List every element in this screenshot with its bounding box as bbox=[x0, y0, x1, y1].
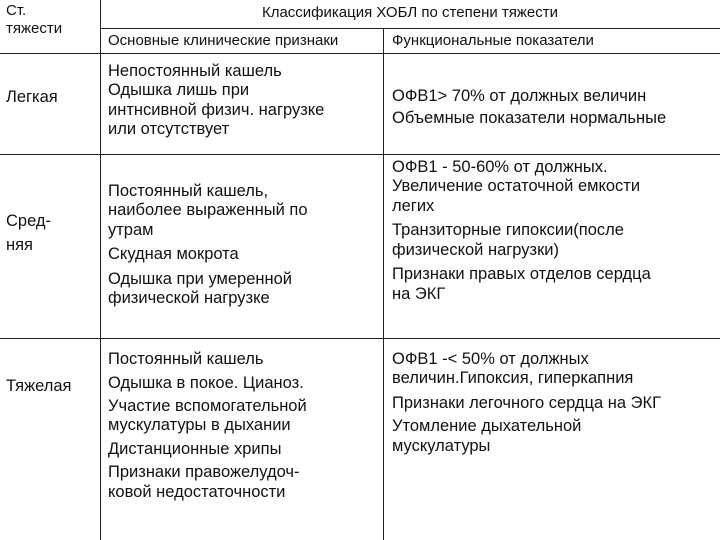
row-divider-1 bbox=[0, 154, 720, 155]
col-divider-1 bbox=[100, 0, 101, 540]
row-mild-functional: ОФВ1> 70% от должных величин Объемные показатели нормальные bbox=[392, 87, 667, 128]
functional-header: Функциональные показатели bbox=[392, 32, 594, 49]
row-moderate-clinical: Постоянный кашель, наиболее выраженный по утрам Скудная мокрота Одышка при умеренной физической нагрузке bbox=[108, 182, 308, 308]
subheader-divider bbox=[100, 28, 720, 29]
clinical-header: Основные клинические признаки bbox=[108, 32, 339, 49]
row-severe-severity: Тяжелая bbox=[6, 377, 72, 395]
row-severe-clinical: Постоянный кашель Одышка в покое. Цианоз. Участие вспомогательной мускулатуры в дыхании Дистанционные хрипы Признаки правожелудоч- ковой недостаточности bbox=[108, 350, 307, 501]
row-mild-clinical: Непостоянный кашель Одышка лишь при интнсивной физич. нагрузке или отсутствует bbox=[108, 62, 325, 139]
col-divider-2 bbox=[383, 28, 384, 540]
row-moderate-severity: Сред- няя bbox=[6, 212, 52, 255]
row-divider-2 bbox=[0, 338, 720, 339]
table-title: Классификация ХОБЛ по степени тяжести bbox=[261, 4, 559, 21]
row-severe-functional: ОФВ1 -< 50% от должных величин.Гипоксия, гиперкапния Признаки легочного сердца на ЭКГ Утомление дыхательной мускулатуры bbox=[392, 350, 662, 455]
row-moderate-functional: ОФВ1 - 50-60% от должных. Увеличение остаточной емкости легих Транзиторные гипоксии(после физической нагрузки) Признаки правых отделов сердца на ЭКГ bbox=[392, 158, 651, 303]
header-divider bbox=[0, 53, 720, 54]
row-mild-severity: Легкая bbox=[6, 88, 58, 106]
severity-header: Ст. тяжести bbox=[6, 2, 63, 37]
